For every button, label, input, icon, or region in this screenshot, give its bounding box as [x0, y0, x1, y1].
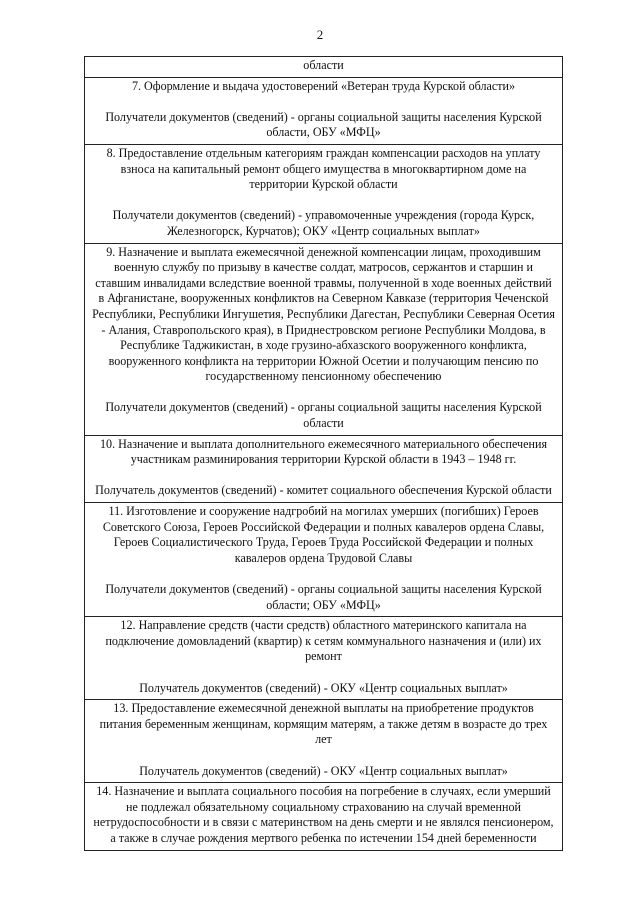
table-row	[85, 783, 562, 849]
row-title: 7. Оформление и выдача удостоверений «Ветеран труда Курской области»	[131, 78, 516, 93]
row-title: 10. Назначение и выплата дополнительного ежемесячного материального обеспечения участникам разминирования территории Курской области в 1943 – 1948 гг.	[99, 436, 548, 467]
table-row	[85, 244, 562, 436]
row-title: 8. Предоставление отдельным категориям граждан компенсации расходов на уплату взноса на капитальный ремонт общего имущества в многоквартирном доме на территории Курской области	[106, 145, 541, 192]
row-recipients: Получатели документов (сведений) - органы социальной защиты населения Курской области; ОБУ «МФЦ»	[105, 582, 542, 612]
page-number: 2	[316, 27, 324, 42]
row-title: 12. Направление средств (части средств) областного материнского капитала на подключение домовладений (квартир) к сетям коммунального назначения и (или) их ремонт	[105, 618, 542, 664]
row-title: 9. Назначение и выплата ежемесячной денежной компенсации лицам, проходившим военную службу по призыву в качестве солдат, матросов, сержантов и старшин и ставшим инвалидами вследствие военной травмы, полученной в ходе военных действий в Афганистане, вооруженных конфликтов на Северном Кавказе (территория Чеченской Республики, Республики Ингушетия, Республики Дагестан, Республики Северная Осетия - Алания, Ставропольского края), в Приднестровском регионе Республики Молдова, в Республике Таджикистан, в ходе грузино-абхазского вооруженного конфликта, вооруженного конфликта на территории Южной Осетии и получающим пенсию по государственному пенсионному обеспечению	[92, 244, 555, 384]
row-title: 14. Назначение и выплата социального пособия на погребение в случаях, если умерший не подлежал обязательному социальному страхованию на случай временной нетрудоспособности и в связи с материнством на день смерти и не являлся пенсионером, а также в случае рождения мертвого ребенка по истечении 154 дней беременности	[93, 784, 554, 845]
table-row	[85, 436, 562, 503]
table-row	[85, 145, 562, 244]
row-recipients: Получатели документов (сведений) - органы социальной защиты населения Курской области	[105, 400, 542, 431]
row-recipients: Получатели документов (сведений) - органы социальной защиты населения Курской области, ОБУ «МФЦ»	[105, 109, 542, 140]
row-title: 13. Предоставление ежемесячной денежной выплаты на приобретение продуктов питания беременным женщинам, кормящим матерям, а также детям в возрасте до трех лет	[99, 701, 548, 747]
row-recipients: Получатель документов (сведений) - ОКУ «Центр социальных выплат»	[139, 680, 508, 695]
row-title: 11. Изготовление и сооружение надгробий на могилах умерших (погибших) Героев Советского Союза, Героев Российской Федерации и полных кавалеров ордена Славы, Героев Социалистического Труда, Героев Труда Российской Федерации и полных кавалеров ордена Трудовой Славы	[102, 504, 545, 565]
row-recipients: Получатель документов (сведений) - комитет социального обеспечения Курской области	[95, 483, 552, 498]
table-row	[85, 78, 562, 145]
row-recipients: Получатели документов (сведений) - управомоченные учреждения (города Курск, Железногорск, Курчатов); ОКУ «Центр социальных выплат»	[112, 208, 535, 238]
row-recipients: области	[303, 58, 344, 72]
row-recipients: Получатель документов (сведений) - ОКУ «Центр социальных выплат»	[139, 763, 508, 778]
table-row	[85, 57, 562, 78]
table-row	[85, 503, 562, 617]
table-row	[85, 700, 562, 783]
table-row	[85, 617, 562, 700]
services-table	[84, 56, 563, 851]
